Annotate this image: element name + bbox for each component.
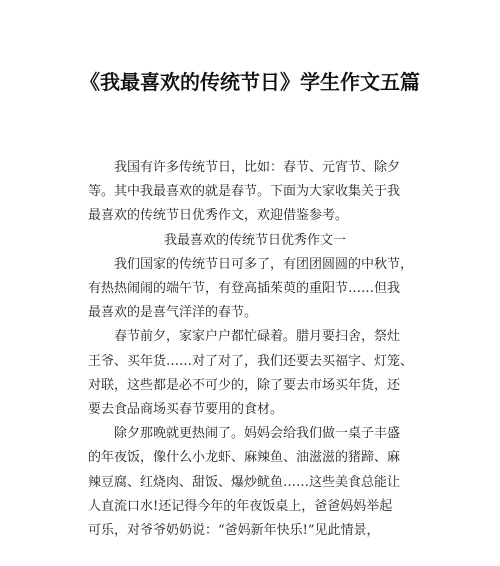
text-line: 春节前夕，家家户户都忙碌着。腊月要扫舍，祭灶 bbox=[114, 329, 401, 345]
section-heading bbox=[88, 229, 422, 253]
text-line: 可乐，对爷爷奶奶说：“爸妈新年快乐!”见此情景， bbox=[88, 523, 380, 539]
text-line: 的年夜饭，像什么小龙虾、麻辣鱼、油滋滋的猪蹄、麻 bbox=[88, 450, 401, 466]
text-line: 人直流口水!还记得今年的年夜饭桌上，爸爸妈妈举起 bbox=[88, 498, 393, 514]
text-line: 要去食品商场买春节要用的食材。 bbox=[88, 402, 284, 418]
essay-paragraph bbox=[88, 253, 422, 326]
text-line: 我们国家的传统节日可多了，有团团圆圆的中秋节， bbox=[114, 256, 414, 272]
text-line: 辣豆腐、红烧肉、甜饭、爆炒鱿鱼……这些美食总能让 bbox=[88, 474, 401, 490]
document-title: 《我最喜欢的传统节日》学生作文五篇 bbox=[80, 70, 420, 94]
intro-paragraph bbox=[88, 156, 422, 229]
essay-heading: 我最喜欢的传统节日优秀作文一 bbox=[163, 232, 346, 248]
text-line: 对联，这些都是必不可少的，除了要去市场买年货，还 bbox=[88, 377, 401, 393]
document-body bbox=[88, 156, 422, 543]
essay-paragraph bbox=[88, 422, 422, 543]
text-line: 除夕那晚就更热闹了。妈妈会给我们做一桌子丰盛 bbox=[114, 426, 401, 442]
text-line: 有热热闹闹的端午节，有登高插茱萸的重阳节……但我 bbox=[88, 281, 401, 297]
text-line: 最喜欢的传统节日优秀作文，欢迎借鉴参考。 bbox=[88, 208, 349, 224]
essay-paragraph bbox=[88, 325, 422, 422]
text-line: 王爷、买年货……对了对了，我们还要去买福字、灯笼、 bbox=[88, 353, 414, 369]
text-line: 最喜欢的是喜气洋洋的春节。 bbox=[88, 305, 258, 321]
text-line: 等。其中我最喜欢的就是春节。下面为大家收集关于我 bbox=[88, 184, 401, 200]
text-line: 我国有许多传统节日，比如：春节、元宵节、除夕 bbox=[114, 160, 401, 175]
